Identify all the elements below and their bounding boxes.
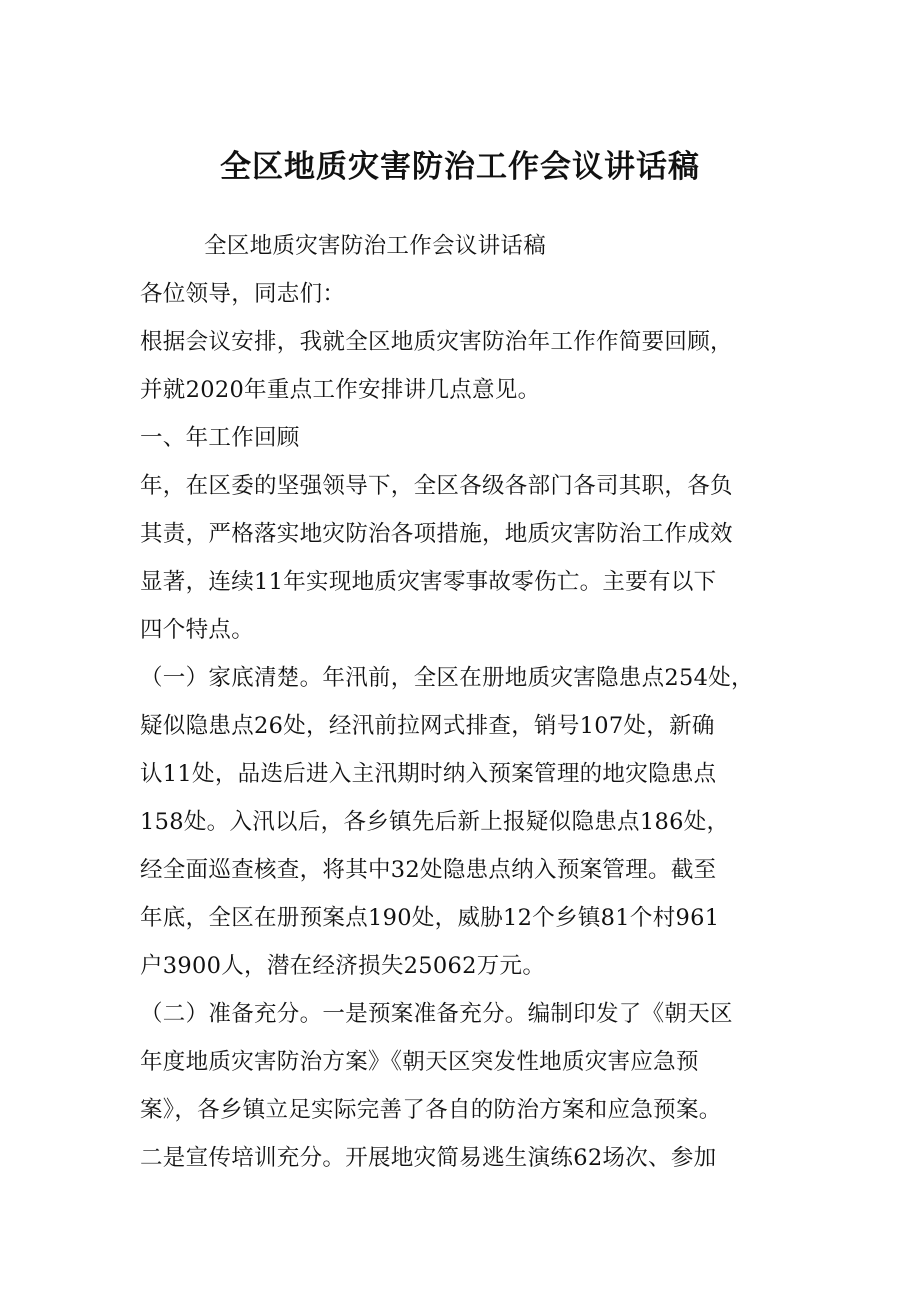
text-line: （一）家底清楚。年汛前，全区在册地质灾害隐患点254处， — [140, 665, 754, 691]
text-line: 疑似隐患点26处，经汛前拉网式排查，销号107处，新确 — [140, 713, 715, 739]
section-heading: 一、年工作回顾 — [140, 425, 300, 451]
document-subtitle: 全区地质灾害防治工作会议讲话稿 — [204, 233, 547, 259]
text-line: 二是宣传培训充分。开展地灾简易逃生演练62场次、参加 — [140, 1145, 717, 1171]
text-line: 根据会议安排，我就全区地质灾害防治年工作作简要回顾， — [140, 329, 733, 355]
text-line: 158处。入汛以后，各乡镇先后新上报疑似隐患点186处， — [140, 809, 730, 835]
text-line: 各位领导，同志们： — [140, 281, 346, 307]
text-line: 显著，连续11年实现地质灾害零事故零伤亡。主要有以下 — [140, 569, 717, 595]
document-body — [140, 222, 800, 1182]
text-line: 年度地质灾害防治方案》《朝天区突发性地质灾害应急预 — [140, 1049, 699, 1075]
text-line: 四个特点。 — [140, 617, 255, 643]
text-line: 并就2020年重点工作安排讲几点意见。 — [140, 377, 541, 403]
text-line: （二）准备充分。一是预案准备充分。编制印发了《朝天区 — [140, 1001, 733, 1027]
text-line: 年，在区委的坚强领导下，全区各级各部门各司其职，各负 — [140, 473, 733, 499]
text-line: 经全面巡查核查，将其中32处隐患点纳入预案管理。截至 — [140, 857, 717, 883]
text-line: 户3900人，潜在经济损失25062万元。 — [140, 953, 546, 979]
text-line: 其责，严格落实地灾防治各项措施，地质灾害防治工作成效 — [140, 521, 733, 547]
document-title: 全区地质灾害防治工作会议讲话稿 — [220, 149, 700, 185]
text-line: 年底，全区在册预案点190处，威胁12个乡镇81个村961 — [140, 905, 720, 931]
text-line: 案》，各乡镇立足实际完善了各自的防治方案和应急预案。 — [140, 1097, 722, 1123]
text-line: 认11处，品迭后进入主汛期时纳入预案管理的地灾隐患点 — [140, 761, 717, 787]
